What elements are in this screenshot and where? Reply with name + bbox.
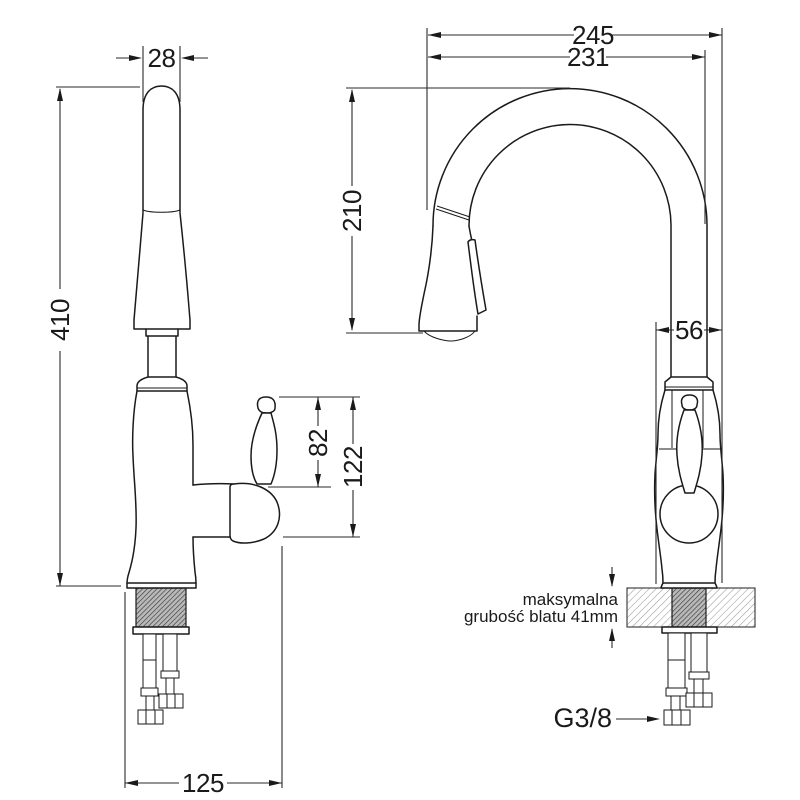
hose-nut: [664, 710, 690, 725]
dim-base-depth: 125: [182, 768, 224, 798]
dim-total-width: 245: [572, 20, 614, 50]
dim-total-height: 410: [45, 299, 75, 341]
thread-stem-front: [672, 588, 706, 627]
handle-lever-side: [251, 413, 277, 484]
dimensions-side-view: [45, 43, 368, 798]
body-left-edge: [127, 391, 137, 583]
mounting-plate-side: [133, 627, 189, 634]
handle-knob-side: [257, 397, 275, 413]
hose-nut: [138, 710, 163, 724]
dim-handle-height: 82: [303, 429, 333, 457]
base-rim: [127, 583, 196, 588]
spout-tube-side: [143, 86, 180, 212]
valve-cap: [230, 483, 279, 543]
tube-joint-line: [143, 210, 180, 212]
mounting-plate-front: [662, 627, 717, 633]
handle-knob-front: [681, 395, 697, 410]
outlet-lip: [424, 331, 475, 341]
dim-spout-width: 28: [147, 43, 176, 73]
countertop-note-line1: maksymalna: [522, 590, 618, 609]
supply-hoses-side: [138, 634, 183, 724]
dim-outlet-height: 122: [338, 446, 368, 488]
faucet-side-view: [127, 86, 279, 724]
valve-arm-top: [193, 484, 234, 485]
dim-body-width: 56: [675, 315, 703, 345]
hose-nut: [686, 693, 712, 707]
supply-hoses-front: [664, 633, 712, 725]
dim-spout-height: 210: [337, 190, 367, 232]
foot-front: [661, 583, 717, 588]
gooseneck-inner: [469, 125, 671, 377]
countertop-note-line2: grubość blatu 41mm: [463, 607, 618, 626]
collar-front: [665, 377, 713, 390]
body-right-lower: [193, 537, 196, 583]
thread-stem-side: [136, 588, 186, 627]
head-joint: [469, 226, 472, 241]
hose-nut: [159, 694, 183, 708]
body-right-edge: [187, 391, 193, 485]
dim-spout-reach: 231: [567, 42, 609, 72]
collar-side: [137, 377, 187, 391]
neck-ring: [146, 329, 178, 377]
handle-lever-front: [677, 410, 702, 493]
gooseneck-outer: [433, 89, 707, 377]
spout-cone-side: [134, 213, 190, 329]
thread-size-label: G3/8: [553, 703, 612, 733]
spray-trigger: [468, 240, 486, 314]
head-seam-line: [436, 206, 470, 220]
